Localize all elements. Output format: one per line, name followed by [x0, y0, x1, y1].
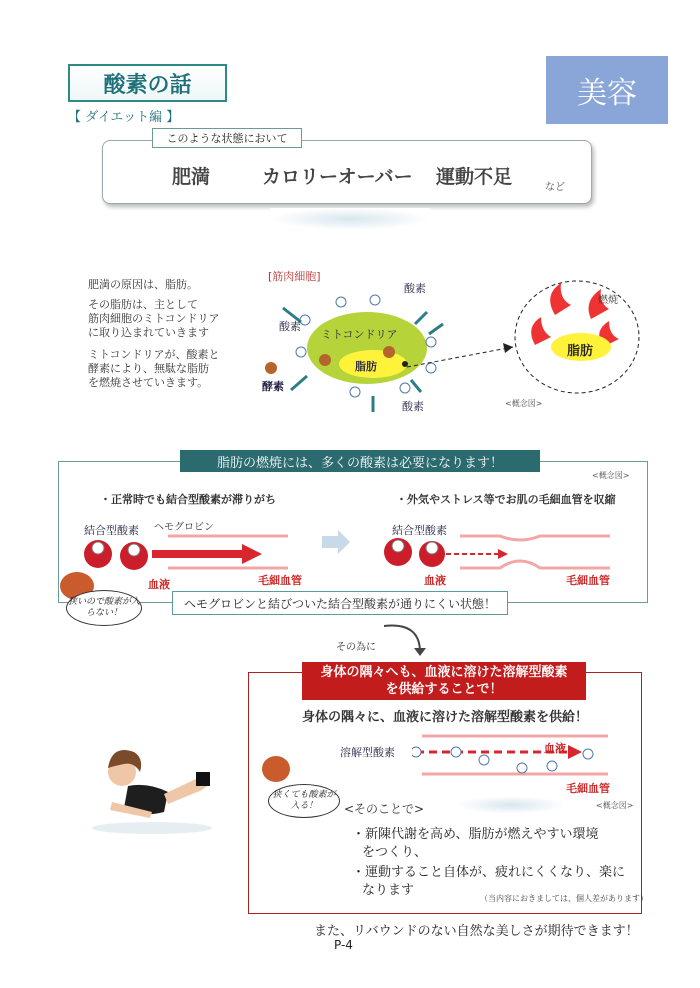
muscle-cell-tag: [筋肉細胞] [268, 270, 321, 283]
section1-note: ヘモグロビンと結びついた結合型酸素が通りにくい状態！ [172, 591, 508, 615]
dissolved-oxygen [412, 747, 421, 757]
normal-state-heading: ・正常時でも結合型酸素が滞りがち [100, 493, 276, 506]
bound-oxygen [426, 542, 438, 554]
woman-face-icon [262, 756, 290, 782]
section2-banner: 身体の隅々へも、血液に溶けた溶解型酸素 を供給することで！ [302, 662, 586, 700]
stress-state-heading: ・外気やストレス等でお肌の毛細血管を収縮 [396, 493, 616, 506]
conditions-suffix: など [545, 182, 565, 193]
dissolved-vessel-diagram [412, 732, 612, 782]
capillary-label: 毛細血管 [566, 574, 610, 587]
dissolved-oxygen [517, 763, 527, 773]
speech-bubble: 狭いので酸素が入らない！ [66, 590, 142, 626]
condition-obesity: 肥満 [172, 166, 211, 188]
page-title: 酸素の話 [68, 64, 227, 102]
intro-paragraph-3: ミトコンドリアが、酸素と 酵素により、無駄な脂肪 を燃焼させていきます。 [88, 348, 220, 389]
bound-oxygen-label: 結合型酸素 [84, 524, 139, 537]
disclaimer-note: （当内容におきましては、個人差があります） [480, 894, 648, 903]
flow-arrow-head [498, 549, 508, 559]
blood-label: 血液 [544, 742, 566, 755]
model-photo [92, 728, 222, 838]
page-number: P-4 [334, 938, 353, 952]
curved-arrow-icon [380, 618, 430, 658]
oxygen-bubble [336, 297, 346, 307]
dissolved-oxygen-label: 溶解型酸素 [340, 746, 395, 759]
arrow-head [503, 343, 513, 353]
oxygen-label: 酸素 [402, 400, 424, 413]
capillary-label: 毛細血管 [258, 574, 302, 587]
condition-lack-of-exercise: 運動不足 [436, 166, 513, 188]
enzyme-label: 酵素 [262, 380, 284, 393]
capillary-wall [460, 561, 610, 568]
section2-headline: 身体の隅々に、血液に溶けた溶解型酸素を供給！ [302, 710, 589, 725]
bound-oxygen [392, 540, 404, 552]
decorative-shadow [270, 208, 430, 230]
concept-note: <概念図> [592, 471, 630, 480]
dissolved-oxygen [583, 749, 593, 759]
oxygen-bubble [350, 387, 360, 397]
next-arrow-icon [322, 528, 350, 556]
oxygen-arrow [291, 376, 307, 390]
speech-bubble: 狭くても酸素が入る！ [268, 784, 340, 818]
oxygen-label: 酸素 [279, 320, 301, 333]
oxygen-label: 酸素 [404, 282, 426, 295]
bound-oxygen [128, 544, 140, 556]
enzyme-dot [319, 354, 331, 366]
capillary-wall [460, 536, 610, 540]
benefit-item-metabolism: ・新陳代謝を高め、脂肪が燃えやすい環境 をつくり、 [352, 827, 599, 860]
closing-statement: また、リバウンドのない自然な美しさが期待できます！ [314, 924, 639, 939]
burn-label: 燃焼 [598, 295, 618, 306]
mitochondria-label: ミトコンドリア [321, 328, 398, 341]
concept-note: <概念図> [505, 399, 543, 408]
conditions-label: このような状態において [152, 128, 302, 148]
blood-label: 血液 [424, 574, 446, 587]
dissolved-oxygen [547, 761, 557, 771]
oxygen-bubble [296, 347, 306, 357]
oxygen-bubble [300, 315, 310, 325]
dissolved-oxygen [451, 747, 461, 757]
oxygen-bubble [370, 295, 380, 305]
transition-label: その為に [336, 642, 376, 653]
decorative-shadow [456, 796, 566, 814]
flow-arrow-head [242, 544, 262, 564]
section1-banner: 脂肪の燃焼には、多くの酸素は必要になります！ [180, 450, 540, 472]
fat-label: 脂肪 [355, 360, 377, 373]
intro-paragraph-2: その脂肪は、主として 筋肉細胞のミトコンドリア に取り込まれていきます [88, 298, 220, 339]
category-badge: 美容 [546, 56, 668, 124]
flow-arrow [152, 550, 242, 558]
bound-oxygen [92, 542, 104, 554]
dissolved-oxygen [479, 755, 489, 765]
flow-arrow-head [568, 745, 582, 759]
capillary-label: 毛細血管 [566, 782, 610, 795]
result-label: <そのことで> [344, 802, 425, 816]
condition-calorie-over: カロリーオーバー [262, 166, 413, 188]
concept-note: <概念図> [596, 801, 634, 810]
intro-paragraph-1: 肥満の原因は、脂肪。 [88, 278, 198, 291]
dashed-arrow [407, 347, 513, 367]
burning-fat-label: 脂肪 [567, 344, 594, 359]
blood-label: 血液 [148, 578, 170, 591]
enzyme-dot [383, 346, 395, 358]
hemoglobin-label: ヘモグロビン [154, 522, 214, 533]
bound-oxygen-label: 結合型酸素 [392, 524, 447, 537]
benefit-item-exercise: ・運動すること自体が、疲れにくくなり、楽に なります [352, 865, 626, 898]
section-subtitle: 【 ダイエット編 】 [68, 110, 180, 125]
enzyme-dot [265, 362, 277, 374]
